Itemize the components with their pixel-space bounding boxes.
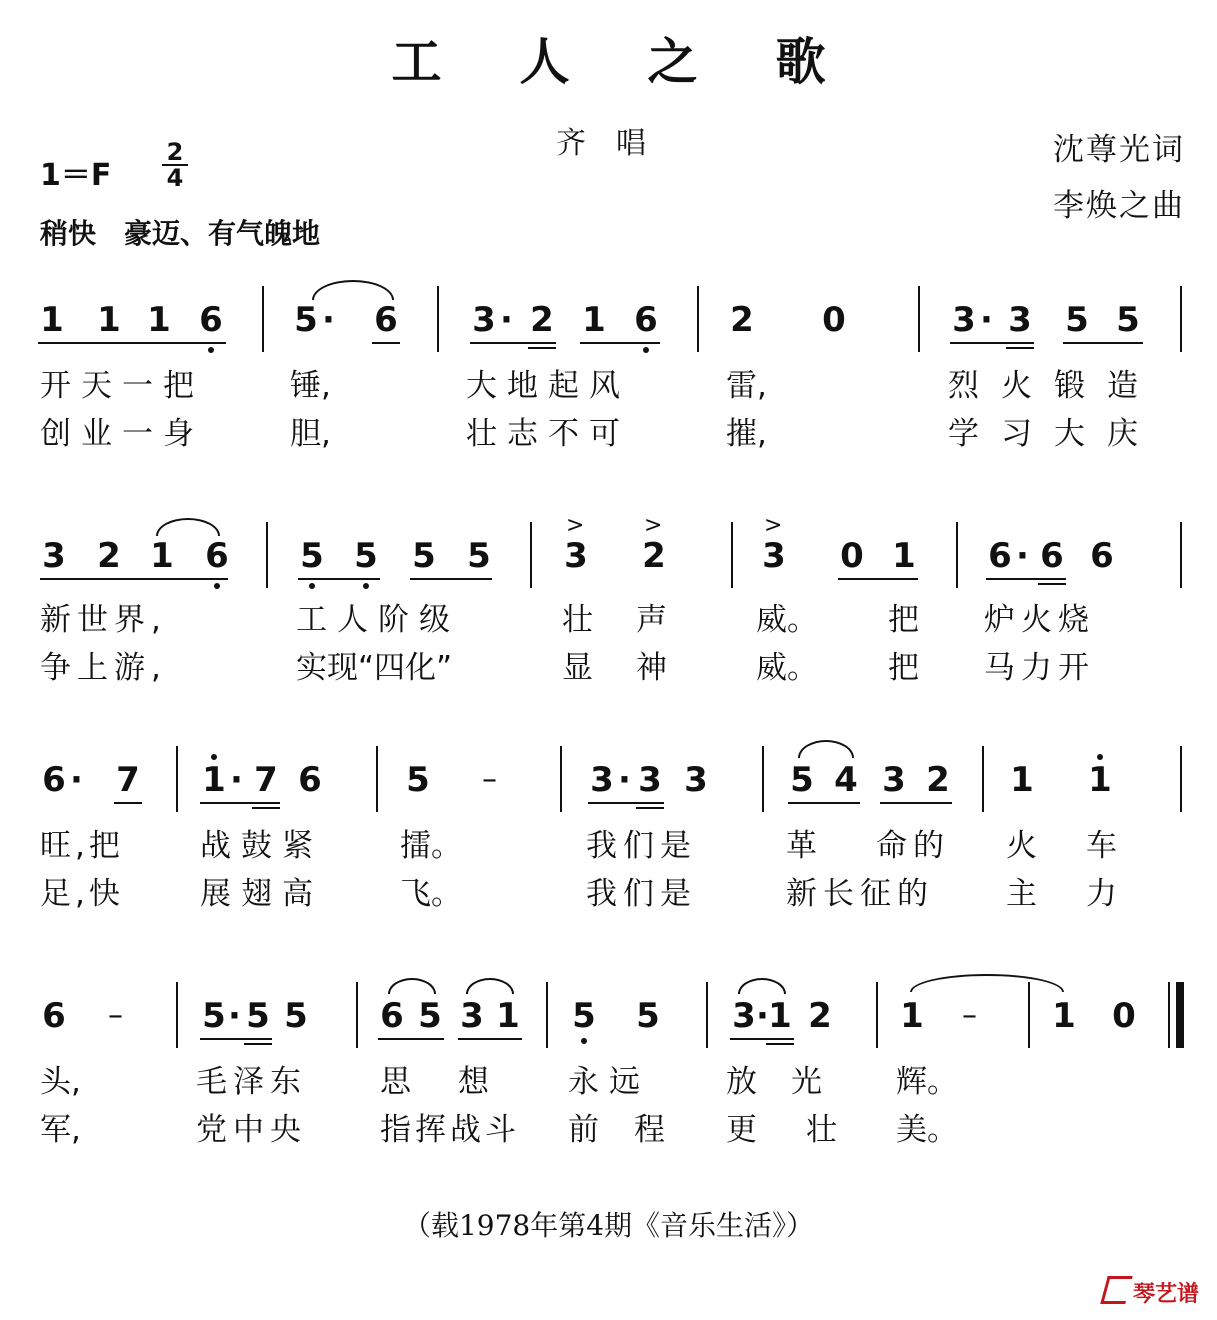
note: 1 <box>147 300 171 340</box>
lyric: 开天一把 <box>40 368 204 404</box>
note: 3 <box>952 300 976 340</box>
note: 6 <box>988 536 1012 576</box>
tie-arc <box>466 978 514 994</box>
note: 5 <box>284 996 308 1036</box>
watermark-text: 琴艺谱 <box>1132 1282 1199 1307</box>
note: 3 <box>564 536 588 576</box>
note: 1 <box>40 300 64 340</box>
aug-dot: · <box>230 760 243 800</box>
note: 1 <box>1088 760 1112 800</box>
lyricist-credit: 沈尊光词 <box>1053 132 1185 168</box>
note: 6 <box>380 996 404 1036</box>
lyric: 壮志不可 <box>466 416 630 452</box>
source-note: （载1978年第4期《音乐生活》） <box>402 1209 815 1242</box>
lyric: 威。 <box>756 650 818 686</box>
note: 6 <box>42 996 66 1036</box>
note: 5 <box>354 536 378 576</box>
lyric: 程 <box>634 1112 665 1148</box>
tie-arc <box>910 974 1064 992</box>
composer-credit: 李焕之曲 <box>1053 188 1185 224</box>
logo-icon <box>1100 1276 1133 1304</box>
lyric: 我们是 <box>586 876 697 912</box>
accent-mark: > <box>566 513 585 538</box>
aug-dot: · <box>1016 536 1029 576</box>
note: 5 <box>294 300 318 340</box>
note: 3 <box>472 300 496 340</box>
lyric: 神 <box>636 650 667 686</box>
key-signature: 1＝F <box>40 158 112 193</box>
lyric: 车 <box>1086 828 1117 864</box>
lyric: 更 <box>726 1112 757 1148</box>
lyric: 火 <box>1006 828 1037 864</box>
lyric: 新长征的 <box>786 876 934 912</box>
lyric: 显 <box>562 650 593 686</box>
note: 1 <box>202 760 226 800</box>
note: 1 <box>150 536 174 576</box>
lyric: 雷, <box>726 368 767 404</box>
lyric: 壮 <box>806 1112 837 1148</box>
note: 2 <box>808 996 832 1036</box>
lyric: 学习大庆 <box>948 416 1160 452</box>
note: 5 <box>300 536 324 576</box>
note: 0 <box>822 300 846 340</box>
note: 6 <box>298 760 322 800</box>
aug-dot: · <box>228 996 241 1036</box>
note: 5 <box>418 996 442 1036</box>
lyric: 把 <box>888 602 919 638</box>
lyric: 力 <box>1086 876 1117 912</box>
note: 5 <box>1116 300 1140 340</box>
lyric: 烈火锻造 <box>948 368 1160 404</box>
note: 3 <box>684 760 708 800</box>
aug-dot: · <box>618 760 631 800</box>
lyric: 辉。 <box>896 1064 958 1100</box>
lyric: 声 <box>636 602 667 638</box>
lyric: 头, <box>40 1064 81 1100</box>
performance-type: 齐唱 <box>556 126 676 161</box>
note: 1 <box>582 300 606 340</box>
note: 3 <box>1008 300 1032 340</box>
note: 6 <box>199 300 223 340</box>
lyric: 大地起风 <box>466 368 630 404</box>
lyric: 擂。 <box>400 828 462 864</box>
lyric: 马力开 <box>984 650 1095 686</box>
note: 2 <box>926 760 950 800</box>
note: 6 <box>1090 536 1114 576</box>
note: 6 <box>374 300 398 340</box>
lyric: 锤, <box>290 368 331 404</box>
lyric: 党中央 <box>196 1112 307 1148</box>
lyric: 威。 <box>756 602 818 638</box>
dash: – <box>108 998 123 1033</box>
note: 6 <box>42 760 66 800</box>
lyric: 飞。 <box>400 876 462 912</box>
lyric: 创业一身 <box>40 416 204 452</box>
note: 7 <box>254 760 278 800</box>
note: 5 <box>572 996 596 1036</box>
time-signature <box>160 138 190 192</box>
note: 5 <box>1065 300 1089 340</box>
tempo-marking: 稍快 豪迈、有气魄地 <box>40 217 321 250</box>
lyric: 思 <box>380 1064 411 1100</box>
lyric: 展翅高 <box>200 876 323 912</box>
note: 4 <box>834 760 858 800</box>
song-title: 工人之歌 <box>391 32 904 91</box>
note: 1 <box>97 300 121 340</box>
note: 1 <box>1010 760 1034 800</box>
lyric: 胆, <box>290 416 331 452</box>
lyric: 命的 <box>876 828 950 864</box>
note: 2 <box>97 536 121 576</box>
note: 5 <box>202 996 226 1036</box>
tie-arc <box>156 518 220 536</box>
lyric: 炉火烧 <box>984 602 1095 638</box>
tie-arc <box>798 740 854 758</box>
note: 6 <box>634 300 658 340</box>
note: 5 <box>467 536 491 576</box>
tie-arc <box>738 978 786 994</box>
time-signature-top: 2 <box>166 138 184 166</box>
note: 6 <box>1040 536 1064 576</box>
accent-mark: > <box>764 513 783 538</box>
note: 5 <box>790 760 814 800</box>
lyric: 把 <box>888 650 919 686</box>
note: 3 <box>762 536 786 576</box>
lyric: 放光 <box>726 1064 856 1100</box>
note: 7 <box>116 760 140 800</box>
aug-dot: · <box>756 996 769 1036</box>
lyric: 我们是 <box>586 828 697 864</box>
note: 1 <box>892 536 916 576</box>
lyric: 前 <box>568 1112 599 1148</box>
tie-arc <box>388 978 436 994</box>
watermark <box>1104 1276 1199 1308</box>
note: 1 <box>768 996 792 1036</box>
note: 5 <box>636 996 660 1036</box>
note: 5 <box>412 536 436 576</box>
note: 2 <box>530 300 554 340</box>
note: 3 <box>42 536 66 576</box>
tie-arc <box>312 280 394 300</box>
lyric: 实现“四化” <box>296 650 453 686</box>
note: 3 <box>460 996 484 1036</box>
lyric: 毛泽东 <box>196 1064 307 1100</box>
aug-dot: · <box>70 760 83 800</box>
note: 5 <box>246 996 270 1036</box>
note: 0 <box>840 536 864 576</box>
note: 3 <box>638 760 662 800</box>
lyric: 想 <box>458 1064 489 1100</box>
lyric: 军, <box>40 1112 81 1148</box>
lyric: 旺,把 <box>40 828 124 864</box>
note: 0 <box>1112 996 1136 1036</box>
lyric: 新世界, <box>40 602 167 638</box>
lyric: 指挥战斗 <box>380 1112 520 1148</box>
note: 2 <box>730 300 754 340</box>
aug-dot: · <box>500 300 513 340</box>
note: 1 <box>496 996 520 1036</box>
lyric: 摧, <box>726 416 767 452</box>
note: 2 <box>642 536 666 576</box>
lyric: 美。 <box>896 1112 958 1148</box>
note: 3 <box>882 760 906 800</box>
lyric: 争上游, <box>40 650 167 686</box>
time-signature-bottom: 4 <box>166 164 184 192</box>
aug-dot: · <box>980 300 993 340</box>
lyric: 永远 <box>568 1064 650 1100</box>
lyric: 壮 <box>562 602 593 638</box>
lyric: 足,快 <box>40 876 124 912</box>
lyric: 工人阶级 <box>296 602 460 638</box>
lyric: 战鼓紧 <box>200 828 323 864</box>
note: 6 <box>205 536 229 576</box>
lyric: 主 <box>1006 876 1037 912</box>
lyric: 革 <box>786 828 817 864</box>
note: 5 <box>406 760 430 800</box>
note: 3 <box>732 996 756 1036</box>
accent-mark: > <box>644 513 663 538</box>
note: 1 <box>900 996 924 1036</box>
note: 3 <box>590 760 614 800</box>
dash: – <box>482 762 497 797</box>
note: 1 <box>1052 996 1076 1036</box>
aug-dot: · <box>322 300 335 340</box>
dash: – <box>962 998 977 1033</box>
